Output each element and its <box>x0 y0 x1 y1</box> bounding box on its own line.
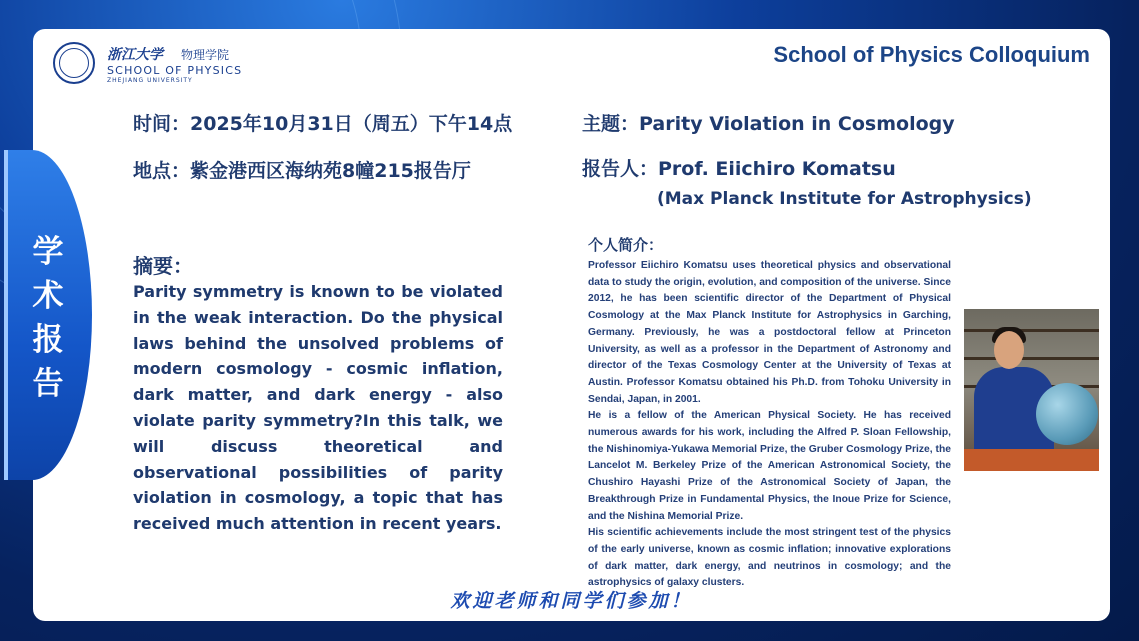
poster-card <box>33 29 1110 621</box>
bio-title: 个人简介： <box>588 236 664 254</box>
logo-school-en: SCHOOL OF PHYSICS <box>107 64 243 77</box>
speaker-face <box>994 331 1024 369</box>
colloquium-title: School of Physics Colloquium <box>773 42 1090 67</box>
abstract-body: Parity symmetry is known to be violated in the weak interaction. Do the physical laws behind the unsolved problems of modern cosmology - cosmic inflation, dark matter, and dark energy - also violate parity symmetry?In this talk, we will discuss theoretical and observational possibilities of parity violation in cosmology, a topic that has received much attention in recent years. <box>133 282 503 534</box>
abstract-title: 摘要： <box>133 254 193 278</box>
bio-paragraph: Professor Eiichiro Komatsu uses theoretical physics and observational data to study the origin, evolution, and composition of the universe. Since 2012, he has been scientific director of the Department of Physical Cosmology at the Max Planck Institute for Astrophysics in Garching, Germany. Previously, he was a postdoctoral fellow at Princeton University, as well as a professor in the Department of Astronomy and director of the Texas Cosmology Center at the University of Texas at Austin. Professor Komatsu obtained his Ph.D. from Tohoku University in Sendai, Japan, in 2001. <box>588 260 951 405</box>
event-time: 时间：2025年10月31日（周五）下午14点 <box>133 113 513 135</box>
event-location: 地点：紫金港西区海纳苑8幢215报告厅 <box>133 160 471 182</box>
photo-table <box>964 449 1099 471</box>
university-seal-icon <box>53 42 95 84</box>
event-topic: 主题：Parity Violation in Cosmology <box>582 113 955 135</box>
logo-school-cn: 物理学院 <box>181 48 230 62</box>
bio-paragraph: His scientific achievements include the most stringent test of the physics of the early universe, known as cosmic inflation; innovative explorations of dark matter, dark energy, and neutrinos in cosmology; and the astrophysics of galaxy clusters. <box>588 527 951 589</box>
speaker-photo <box>964 309 1099 471</box>
event-speaker: 报告人：Prof. Eiichiro Komatsu <box>582 158 896 180</box>
logo-university-en: ZHEJIANG UNIVERSITY <box>107 77 193 84</box>
globe-icon <box>1036 383 1098 445</box>
speaker-affiliation: (Max Planck Institute for Astrophysics) <box>657 189 1032 209</box>
welcome-message: 欢迎老师和同学们参加！ <box>450 590 693 612</box>
side-tab-label <box>4 230 92 406</box>
logo-university-cn: 浙江大学 <box>107 47 163 63</box>
side-tab-char: 学术报告 <box>32 234 64 402</box>
bio-body <box>588 258 951 592</box>
bio-paragraph: He is a fellow of the American Physical Society. He has received numerous awards for his work, including the Alfred P. Sloan Fellowship, the Nishinomiya-Yukawa Memorial Prize, the Gruber Cosmology Prize, the Lancelot M. Berkeley Prize of the American Astronomical Society, the Chushiro Hayashi Prize of the Astronomical Society of Japan, the Breakthrough Prize in Fundamental Physics, the Inoue Prize for Science, and the Nishina Memorial Prize. <box>588 410 951 522</box>
university-logo <box>53 42 253 88</box>
